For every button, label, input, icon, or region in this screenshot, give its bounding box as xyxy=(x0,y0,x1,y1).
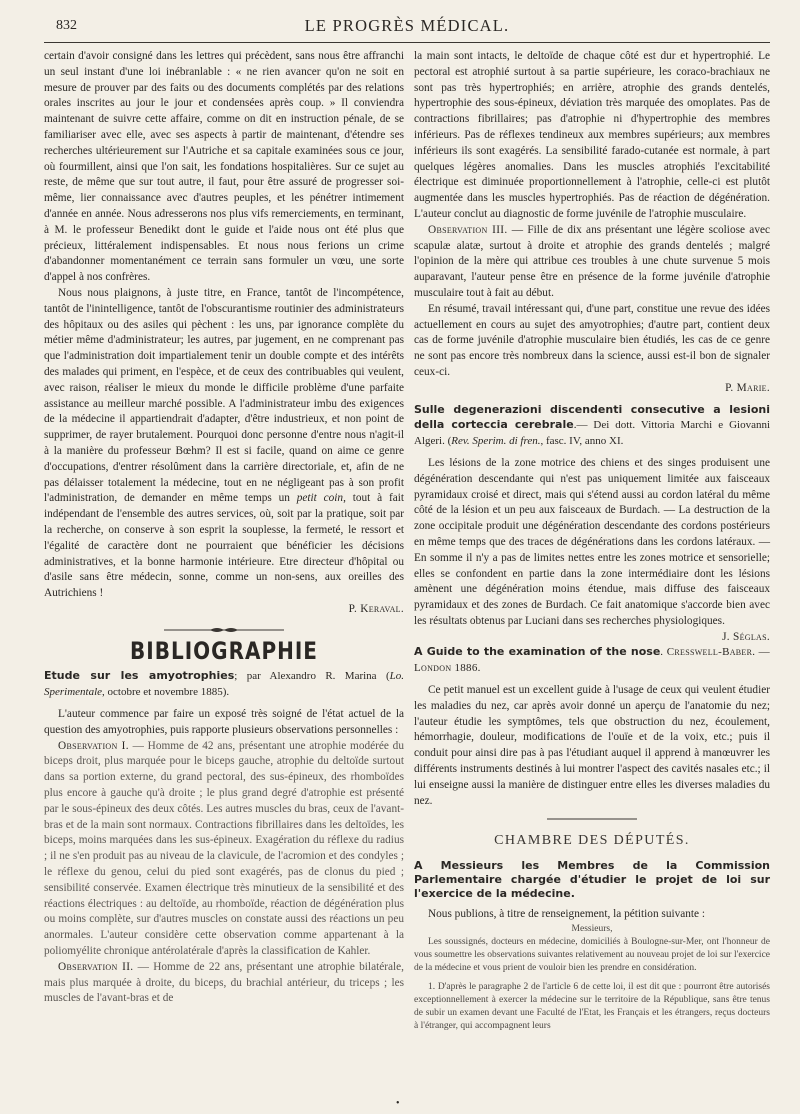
author-signature: P. Keraval. xyxy=(348,602,404,615)
paragraph: Les lésions de la zone motrice des chiens et des singes produisent une dégénération descendante qui n'est pas uniquement limitée aux faisceaux pyramidaux croisé et direct, mais qui s'étend aussi au cordon latéral du même côté de la lésion et un peu aux faisceaux de Burdach. — La destruction de la zone occipitale produit une dégénération descendante des cordons postérieurs en même temps que des traces de dégénérations dans les cordons latéraux. — En somme il n'y a pas de limites nettes entre les zones motrice et sensorielle; elles se confondent en partie dans la zone intermédiaire dont les lésions amènent une dégénération moins étendue, mais diffuse des faisceaux pyramidaux et des zones de Burdach. Ce fait anatomique s'accorde bien avec les résultats obtenus par Luciani dans ses recherches physiologiques. xyxy=(414,456,770,627)
left-column xyxy=(44,49,404,1033)
paragraph: Ce petit manuel est un excellent guide à l'usage de ceux qui veulent étudier les maladies du nez, car après avoir donné un aperçu de l'anatomie du nez; l'auteur étudie les symptômes, tels que obstruction du nez, écoulement, hémorrhagie, douleur, modifications de l'ouïe et de la voix, etc.; puis il conduit pour ainsi dire pas à pas l'étudiant auquel il apprend à manœuvrer les différents instruments destinés à lui montrer l'aspect des cavités nasales etc.; il lui enseigne aussi la manière de distinguer entre elles les diverses maladies du nez. xyxy=(414,684,770,807)
entry-journal: Lo. Sperimentale xyxy=(44,670,404,699)
divider-rule xyxy=(414,817,770,821)
entry-title: Etude sur les amyotrophies xyxy=(44,669,235,683)
entry-journal: Rev. Sperim. di fren. xyxy=(451,435,541,448)
paragraph: Nous publions, à titre de renseignement, la pétition suivante : xyxy=(428,908,706,921)
paragraph-text: , tout à fait indépendant de l'ensemble des autres services, où, soit par la pratique, soit par la recherche, on conserve à son esprit la souplesse, la fermeté, le ressort et l'égalité de caractère dont ne pourraient que bénéficier les décisions administratives, et la bonne harmonie intérieure. Etre directeur d'hôpital ou d'asile sans être médecin, sonne, comme un non-sens, aux oreilles des Autrichiens ! xyxy=(44,492,404,600)
bibliography-entry xyxy=(414,645,770,677)
ornament-icon xyxy=(164,626,284,634)
running-title: LE PROGRÈS MÉDICAL. xyxy=(304,16,510,35)
paragraph xyxy=(44,286,404,602)
observation-text: — Homme de 42 ans, présentant une atrophie modérée du biceps droit, plus marquée pour le biceps gauche, atrophie du deltoïde surtout dans sa portion externe, du grand pectoral, des sus-épineux, des rhomboïdes plus encore à gauche qu'à droite ; le plus grand degré d'atrophie est présenté par le sous-épineux des deux côtés. Les autres muscles du bras, ceux de l'avant-bras et de la main sont normaux. Contractions fibrillaires dans les deltoïdes, les biceps, moins marquées dans les sus-épineux. Exagération du réflexe du radius ; il ne s'en produit pas au niveau de la clavicule, de l'acromion et des condyles ; le réflexe du genou, celui du pied sont exagérés, pas de clonus du pied ; sensibilité conservée. Examen électrique très minutieux de la sensibilité et des réactions électriques : au deltoïde, au rhomboïde, réaction de dégénération plus ou moins complète, sur d'autres muscles on constate aussi des réactions un peu anormales. L'auteur considère cette observation comme appartenant à la poliomyélite chronique antérolatérale d'après la classification de Kahler. xyxy=(44,739,404,958)
observation-text: — Homme de 22 ans, présentant une atrophie bilatérale, mais plus marquée à droite, du biceps, du brachial antérieur, du triceps ; les muscles de l'avant-bras et de xyxy=(44,960,404,1005)
section-heading-bibliographie: BIBLIOGRAPHIE xyxy=(130,636,318,665)
bottom-dot: • xyxy=(396,1098,400,1109)
italic-phrase: petit coin xyxy=(296,492,344,505)
observation xyxy=(414,223,770,302)
petition-paragraph: Les soussignés, docteurs en médecine, domiciliés à Boulogne-sur-Mer, ont l'honneur de vous soumettre les observations suivantes relativement au nouveau projet de loi sur l'exercice de la médecine et vous prient de vouloir bien les prendre en considération. xyxy=(414,937,770,974)
author-signature: P. Marie. xyxy=(725,381,770,394)
paragraph: L'auteur commence par faire un exposé très soigné de l'état actuel de la question des amyotrophies, puis rapporte plusieurs observations personnelles : xyxy=(44,708,404,736)
observation-text: — Fille de dix ans présentant une légère scoliose avec scapulæ alatæ, surtout à droite et atrophie des grands dentelés ; malgré l'opinion de la mère qui attribue ces troubles à une chute survenue 5 mois auparavant, l'auteur pense être en présence de la forme juvénile d'atrophie musculaire tout à fait au début. xyxy=(414,223,770,299)
section-heading-chambre: CHAMBRE DES DÉPUTÉS. xyxy=(494,833,690,849)
rule-icon xyxy=(547,817,637,821)
observation-label: Observation II. xyxy=(58,960,134,973)
right-column xyxy=(414,49,770,1033)
paragraph: certain d'avoir consigné dans les lettres qui précèdent, sans nous être affranchi un seul instant d'une loi inébranlable : « ne rien avancer qu'on ne soit en mesure de prouver par des faits ou des documents complétés par des relations orales inscrites au jour le jour et condensées après coup. » Il conviendra maintenant de suivre cette affaire, comme on dit en instruction pénale, de se familiariser avec elle, avec ses aspects à partir de maintenant, d'étendre ses recherches ultérieurement sur l'Autriche et sa capitale examinées sous ce jour, où fourmillent, ainsi que l'on sait, les fondations hospitalières. Sur ce sujet au reste, de même que sur tout autre, il faut, pour être assuré de progresser soi-même, lier connaissance avec d'autres peuples, et les pénétrer intimement d'année en année. Nous adresserons nos plus vifs remerciements, en terminant, à M. le professeur Benedikt dont le guide et l'aide nous ont été plus que précieux, littéralement indispensables. Et nous nous ferions un crime d'abandonner momentanément ce terrain sans formuler un vœu, une sorte d'appel à nos confrères. xyxy=(44,50,404,284)
entry-text: ; par Alexandro R. Marina ( xyxy=(234,670,390,683)
paragraph: la main sont intacts, le deltoïde de chaque côté est dur et hypertrophié. Le pectoral est atrophié surtout à sa partie supérieure, les coraco-brachiaux ne sont pas très hypertrophiés; en arrière, atrophie des grands dentelés, hypertrophie des sous-épineux, déviation très marquée des omoplates. Pas de contractions fibrillaires; pas d'atrophie ni d'hypertrophie des membres inférieurs. Pas de réflexes tendineux aux membres supérieurs; aux membres inférieurs ils sont exagérés. La sensibilité farado-cutanée est normale, à part quelques légères anomalies. Dans les muscles atrophiés l'excitabilité électrique est diminuée proportionnellement à l'atrophie, celle-ci est plutôt augmentée dans les muscles hypertrophiés. Pas de réaction de dégénération. L'auteur conclut au diagnostic de forme juvénile de l'atrophie musculaire. xyxy=(414,50,770,220)
two-column-body xyxy=(44,49,770,1033)
bibliography-entry xyxy=(44,669,404,701)
page-header xyxy=(44,12,770,43)
ornament-divider xyxy=(44,626,404,634)
entry-text: , fasc. IV, anno XI. xyxy=(540,435,624,448)
observation-label: Observation I. xyxy=(58,739,129,752)
petition-heading: A Messieurs les Membres de la Commission Parlementaire chargée d'étudier le projet de loi sur l'exercice de la médecine. xyxy=(414,859,770,901)
page-number: 832 xyxy=(56,18,77,33)
observation xyxy=(44,960,404,1007)
entry-text: . Cresswell-Baber. — London 1886. xyxy=(414,646,770,675)
salutation: Messieurs, xyxy=(571,924,613,935)
entry-title: Sulle degenerazioni discendenti consecutive a lesioni della corteccia cerebrale xyxy=(414,402,770,432)
observation xyxy=(44,739,404,960)
bibliography-entry xyxy=(414,403,770,450)
entry-title: A Guide to the examination of the nose xyxy=(414,645,661,659)
entry-text: , octobre et novembre 1885). xyxy=(102,686,230,699)
entry-text: .— Dei dott. Vittoria Marchi e Giovanni Algeri. ( xyxy=(414,419,771,448)
petition-paragraph: 1. D'après le paragraphe 2 de l'article 6 de cette loi, il est dit que : pourront être autorisés exceptionnellement à exercer la médecine sur le territoire de la République, sans être tenus de subir un examen devant une Faculté de l'Etat, les Français et les étrangers, reçus docteurs à l'étranger, qui accompagnent leurs xyxy=(414,982,770,1032)
observation-label: Observation III. xyxy=(428,223,508,236)
paragraph-text: Nous nous plaignons, à juste titre, en France, tantôt de l'incompétence, tantôt de l'inintelligence, tantôt de l'obscurantisme routinier des administrateurs des hôpitaux ou des asiles qui pèchent : les uns, par ignorance complète du métier même d'administrateur; les autres, par jugement, en ne comprenant pas que l'administration doit impartialement tenir un double compte et des intérêts des malades qui priment, en l'espèce, et de ceux des contribuables qui veulent, avec raison, réaliser le mieux du monde le difficile problème d'une parfaite assistance au meilleur marché possible. A l'administrateur imbu des exigences de la médecine il appartiendrait d'adapter, d'être industrieux, et non point de supprimer, de rayer brutalement. Pourquoi donc personne d'entre nous n'agit-il à la manière du professeur Bœhm? Il est si facile, quand on aime ce genre d'occupations, d'entrer résolûment dans la carrière directoriale, et, afin de ne pas délaisser totalement la médecine, tout en ne négligeant pas à son profit l'administration, de demander en même temps un xyxy=(44,286,404,505)
paragraph: En résumé, travail intéressant qui, d'une part, constitue une revue des idées actuellement en cours au sujet des amyotrophies; d'autre part, contient deux cas de forme juvénile d'atrophie musculaire bien étudiés, les cas de ce genre ne sont pas encore très nombreux dans la science, aussi est-il bon de signaler ceux-ci. xyxy=(414,302,770,378)
author-signature: J. Séglas. xyxy=(722,630,770,643)
